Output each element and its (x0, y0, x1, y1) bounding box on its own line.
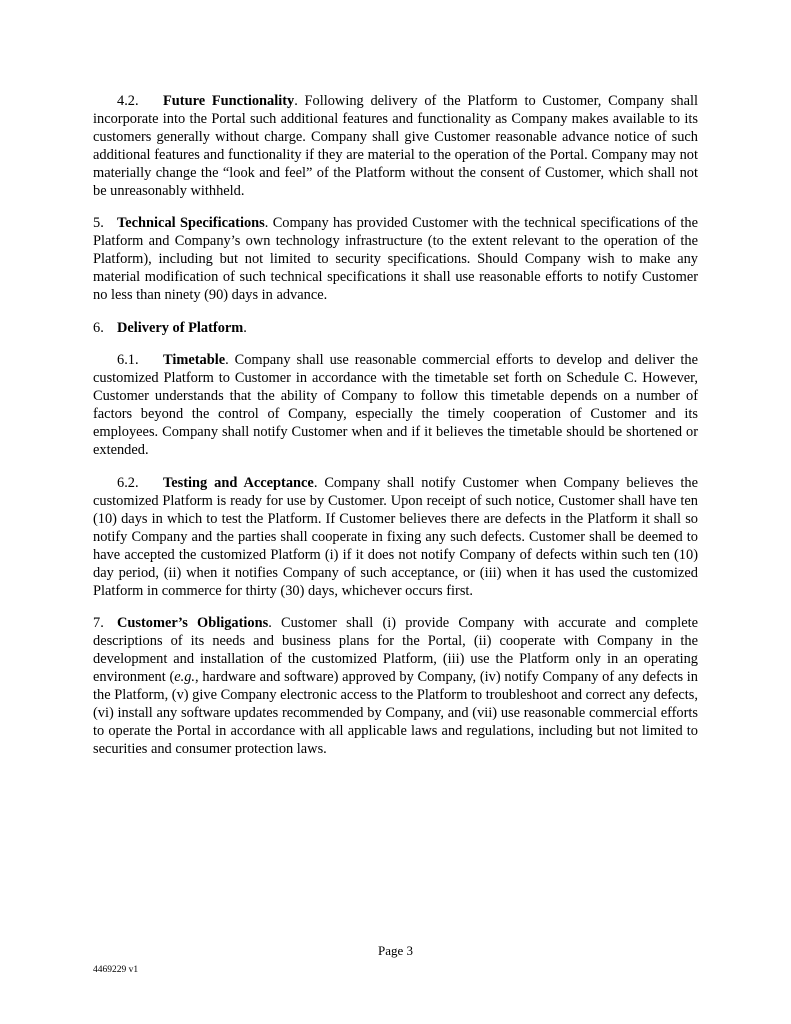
section-heading: Technical Specifications (117, 215, 265, 232)
section-number: 6.1. (117, 352, 139, 369)
section-text: . Company shall notify Customer when Company believes the customized Platform is ready for use by Customer. Upon receipt of such notice, Customer shall have ten (10) days in which to test the Platform. If Customer believes there are defects in the Platform it shall so notify Company and the parties shall cooperate in fixing any such defects. Customer shall be deemed to have accepted the customized Platform (i) if it does not notify Company of defects within such ten (10) day period, (ii) when it notifies Company of such acceptance, or (iii) when it has used the customized Platform in commerce for thirty (30) days, whichever occurs first. (93, 474, 699, 599)
section-text: . Customer shall (i) provide Company with accurate and complete descriptions of its needs and business plans for the Portal, (ii) cooperate with Company in the development and installation of the customized Platform, (iii) use the Platform only in an operating environment ( (93, 614, 698, 685)
section-number: 6. (93, 319, 104, 336)
section-heading: Testing and Acceptance (163, 474, 314, 491)
section-text: . Following delivery of the Platform to Customer, Company shall incorporate into the Portal such additional features and functionality as Company makes available to its customers generally without charge. Company shall give Customer reasonable advance notice of such additional features and functionality if they are material to the operation of the Portal. Company may not materially change the “look and feel” of the Platform without the consent of Customer, which shall not be unreasonably withheld. (93, 93, 698, 199)
section-number: 5. (93, 215, 104, 232)
section-heading: Timetable (163, 352, 226, 369)
section-heading: Future Functionality (163, 93, 295, 109)
section-heading: Delivery of Platform (117, 319, 244, 336)
document-id: 4469229 v1 (93, 965, 139, 975)
section-text: , hardware and software) approved by Company, (iv) notify Company of any defects in the Platform, (v) give Company electronic access to the Platform to troubleshoot and correct any defects, (vi) install any software updates recommended by Company, and (vii) use reasonable commercial efforts to operate the Portal in accordance with all applicable laws and regulations, including but not limited to securities and consumer protection laws. (93, 668, 699, 757)
section-6-2-paragraph (93, 474, 698, 600)
section-4-2-paragraph (93, 92, 698, 200)
section-text: . Company shall use reasonable commercial efforts to develop and deliver the customized Platform to Customer in accordance with the timetable set forth on Schedule C. However, Customer understands that the ability of Company to follow this timetable depends on a number of factors beyond the control of Company, especially the timely cooperation of Customer and its employees. Company shall notify Customer when and if it believes the timetable should be shortened or extended. (93, 352, 698, 459)
page-number: Page 3 (377, 943, 414, 958)
section-text: . (243, 319, 247, 336)
section-heading: Customer’s Obligations (117, 614, 269, 631)
section-number: 6.2. (117, 474, 139, 491)
section-number: 4.2. (117, 93, 139, 109)
section-6-heading-paragraph (93, 319, 698, 337)
section-number: 7. (93, 614, 104, 631)
section-6-1-paragraph (93, 351, 698, 459)
section-text-italic: e.g. (174, 668, 196, 685)
section-text: . Company has provided Customer with the technical specifications of the Platform and Company’s own technology infrastructure (to the extent relevant to the operation of the Platform), including but not limited to security specifications. Should Company wish to make any material modification of such technical specifications it shall use reasonable efforts to notify Customer no less than ninety (90) days in advance. (93, 215, 698, 304)
document-body (93, 92, 698, 772)
section-5-paragraph (93, 214, 698, 304)
section-7-paragraph (93, 614, 698, 758)
